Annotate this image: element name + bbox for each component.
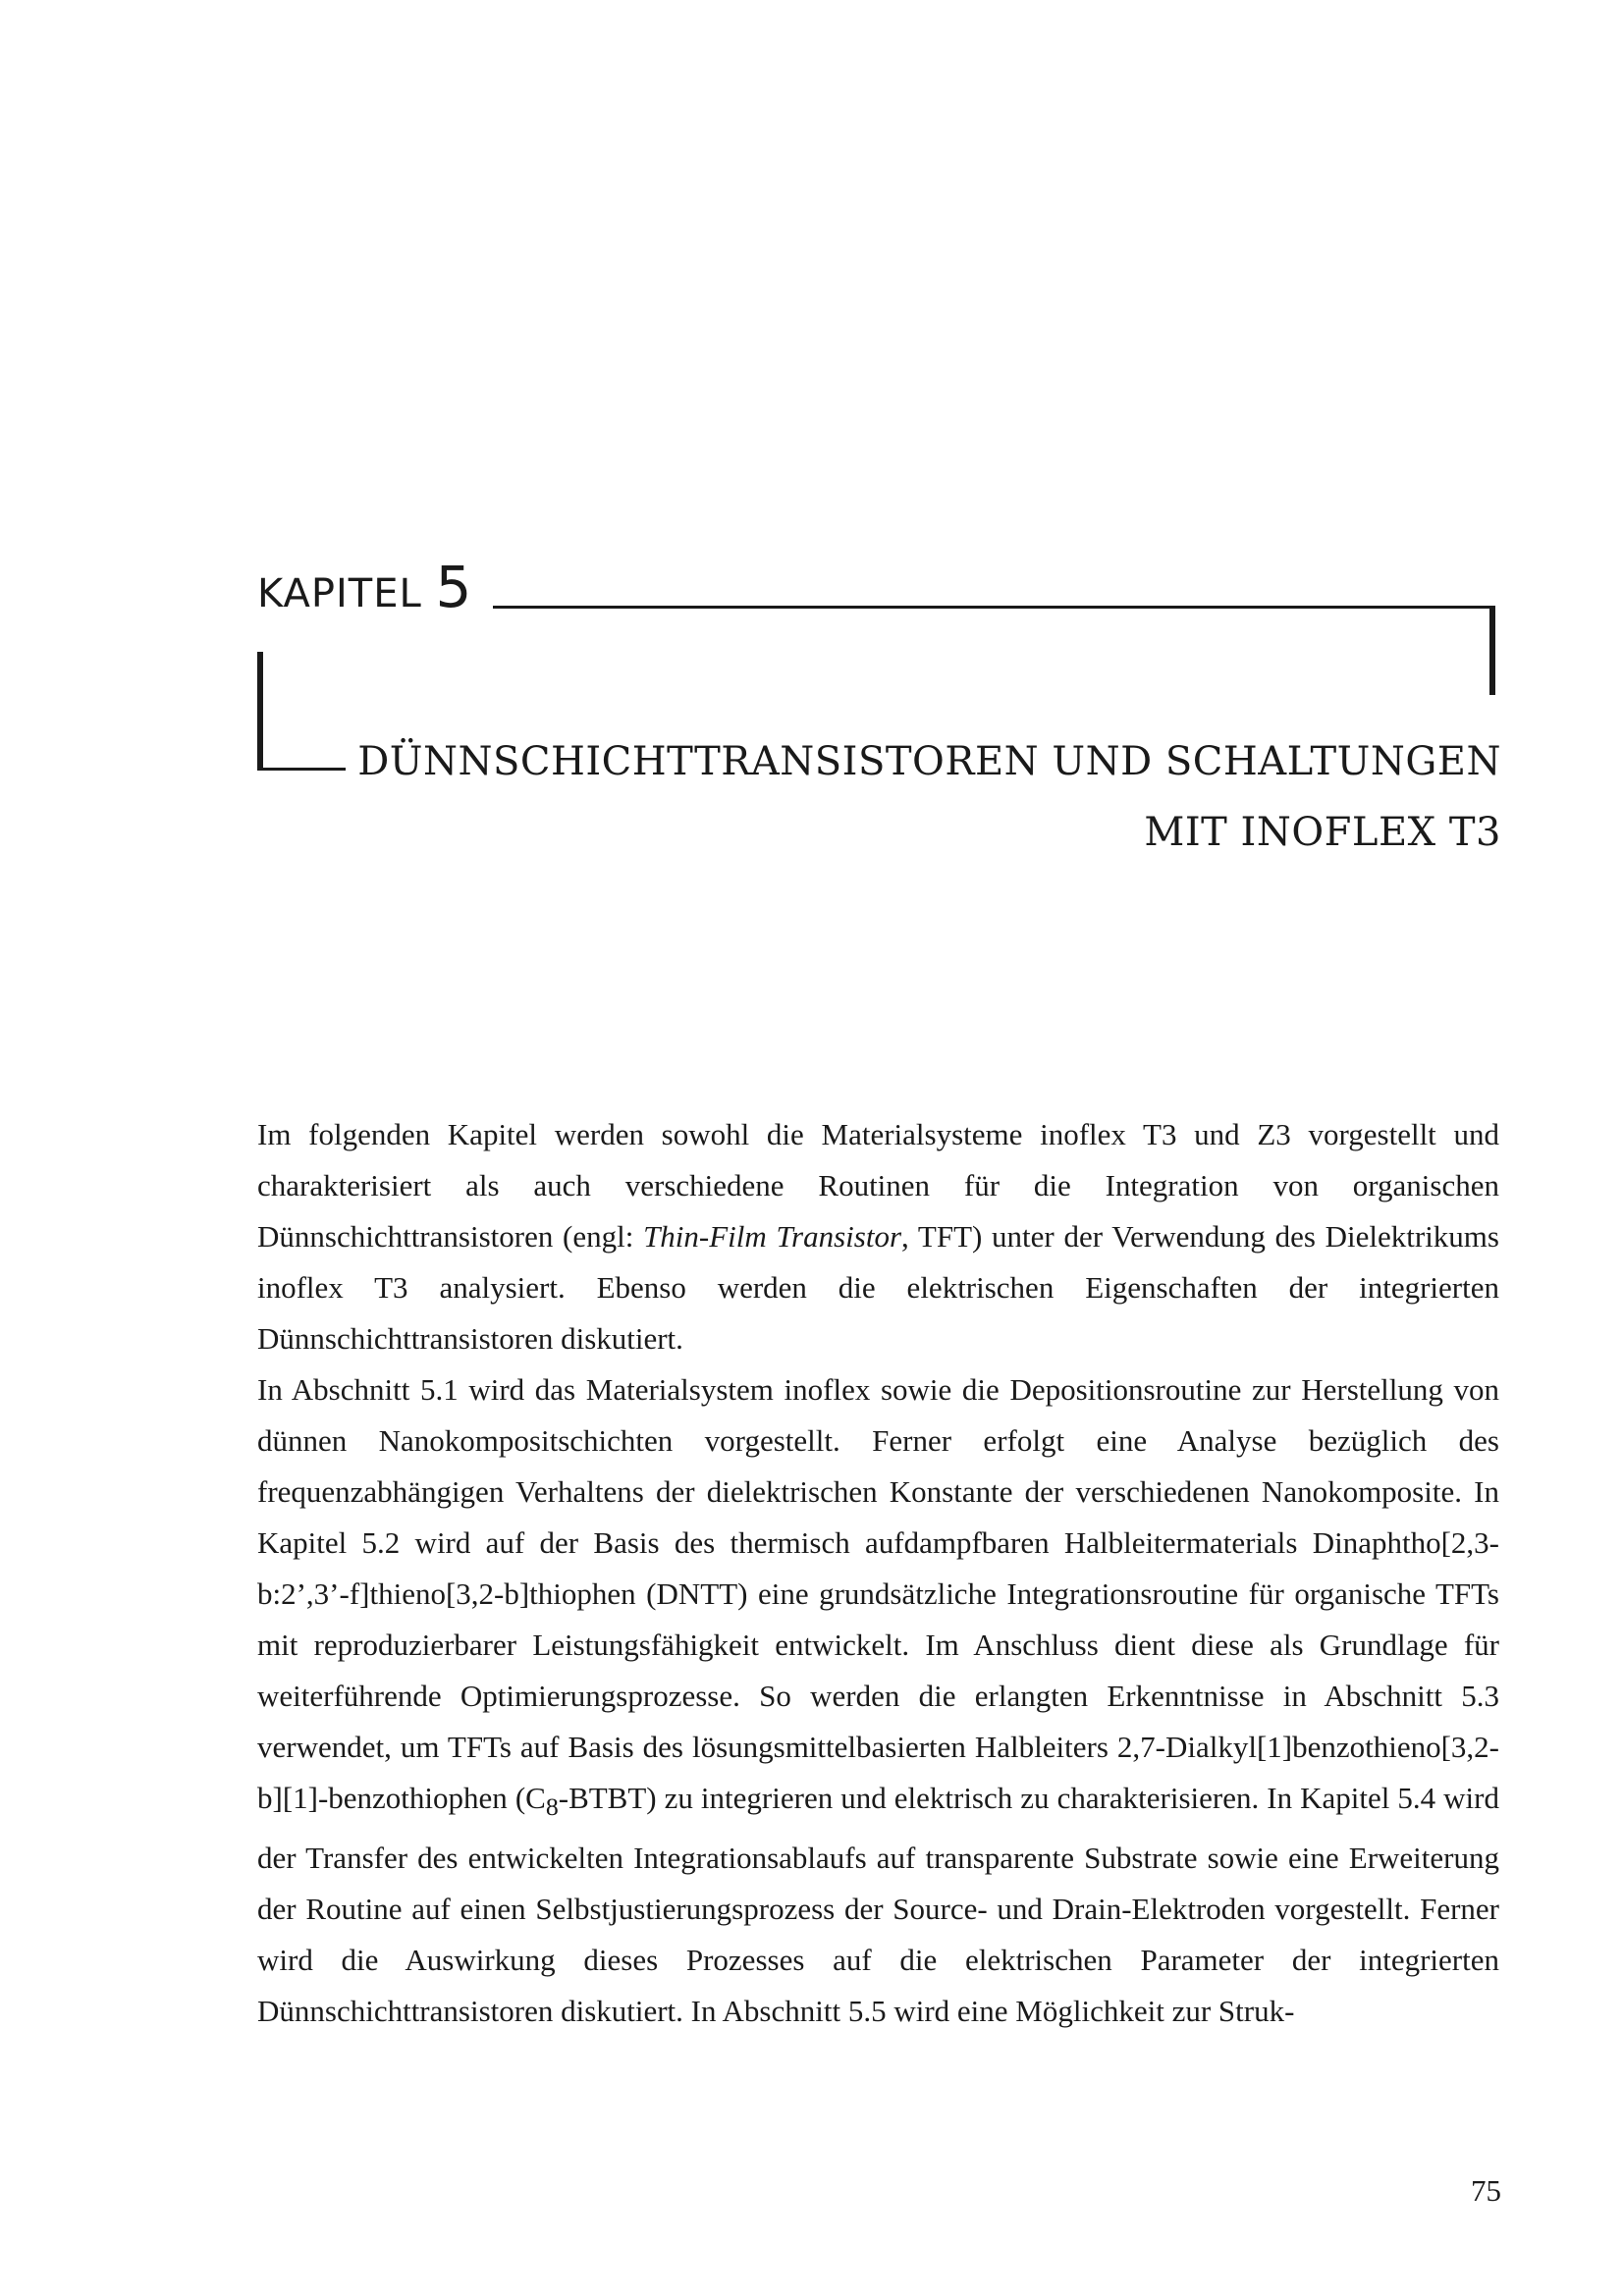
chapter-label-text: KAPITEL [257,571,422,616]
chapter-title-line1: DÜNNSCHICHTTRANSISTOREN UND SCHALTUNGEN [357,739,1501,784]
chapter-label [257,554,473,623]
chapter-title-line2: MIT INOFLEX T3 [1144,810,1501,855]
chapter-rule-top [493,606,1494,609]
chapter-title [323,726,1501,868]
paragraph-intro-start: Im folgenden Kapitel werden sowohl die Materialsysteme inoflex T3 und Z3 vorgestellt und charakterisiert als auch verschiedene Routinen für die Integration von organischen Dünnschichttransistoren (engl: [257,1117,1499,1254]
paragraph-overview [257,1364,1499,2037]
chapter-number: 5 [435,554,473,620]
paragraph-overview-start: In Abschnitt 5.1 wird das Materialsystem inoflex sowie die Depositionsroutine zur Herstellung von dünnen Nanokompositschichten vorgestellt. Ferner erfolgt eine Analyse bezüglich des frequenzabhängigen Verhaltens der dielektrischen Konstante der verschiedenen Nanokomposite. In Kapitel 5.2 wird auf der Basis des thermisch aufdampfbaren Halbleitermaterials Dinaphtho[2,3-b:2’,3’-f]thieno[3,2-b]thiophen (DNTT) eine grundsätzliche Integrationsroutine für organische TFTs mit reproduzierbarer Leistungsfähigkeit entwickelt. Im Anschluss dient diese als Grundlage für weiterführende Optimierungsprozesse. So werden die erlangten Erkenntnisse in Abschnitt 5.3 verwendet, um TFTs auf Basis des lösungsmittelbasierten Halbleiters 2,7-Dialkyl[1]benzothieno[3,2-b][1]-benzothiophen (C [257,1372,1499,1815]
paragraph-intro-italic-term: Thin-Film Transistor [643,1219,902,1254]
chapter-rule-right [1489,606,1495,695]
page-number: 75 [1471,2173,1501,2208]
paragraph-intro [257,1109,1499,1364]
paragraph-overview-end: -BTBT) zu integrieren und elektrisch zu charakterisieren. In Kapitel 5.4 wird der Transfer des entwickelten Integrationsablaufs auf transparente Substrate sowie eine Erweiterung der Routine auf einen Selbstjustierungsprozess der Source- und Drain-Elektroden vorgestellt. Ferner wird die Auswirkung dieses Prozesses auf die elektrischen Parameter der integrierten Dünnschichttransistoren diskutiert. In Abschnitt 5.5 wird eine Möglichkeit zur Struk- [257,1781,1499,2029]
chapter-rule-left [257,652,263,770]
paragraph-overview-subscript: 8 [545,1792,559,1822]
body-text [257,1109,1499,2037]
paragraph-intro-end: , TFT) unter der Verwendung des Dielektrikums inoflex T3 analysiert. Ebenso werden die elektrischen Eigenschaften der integrierten Dünnschichttransistoren diskutiert. [257,1219,1499,1356]
